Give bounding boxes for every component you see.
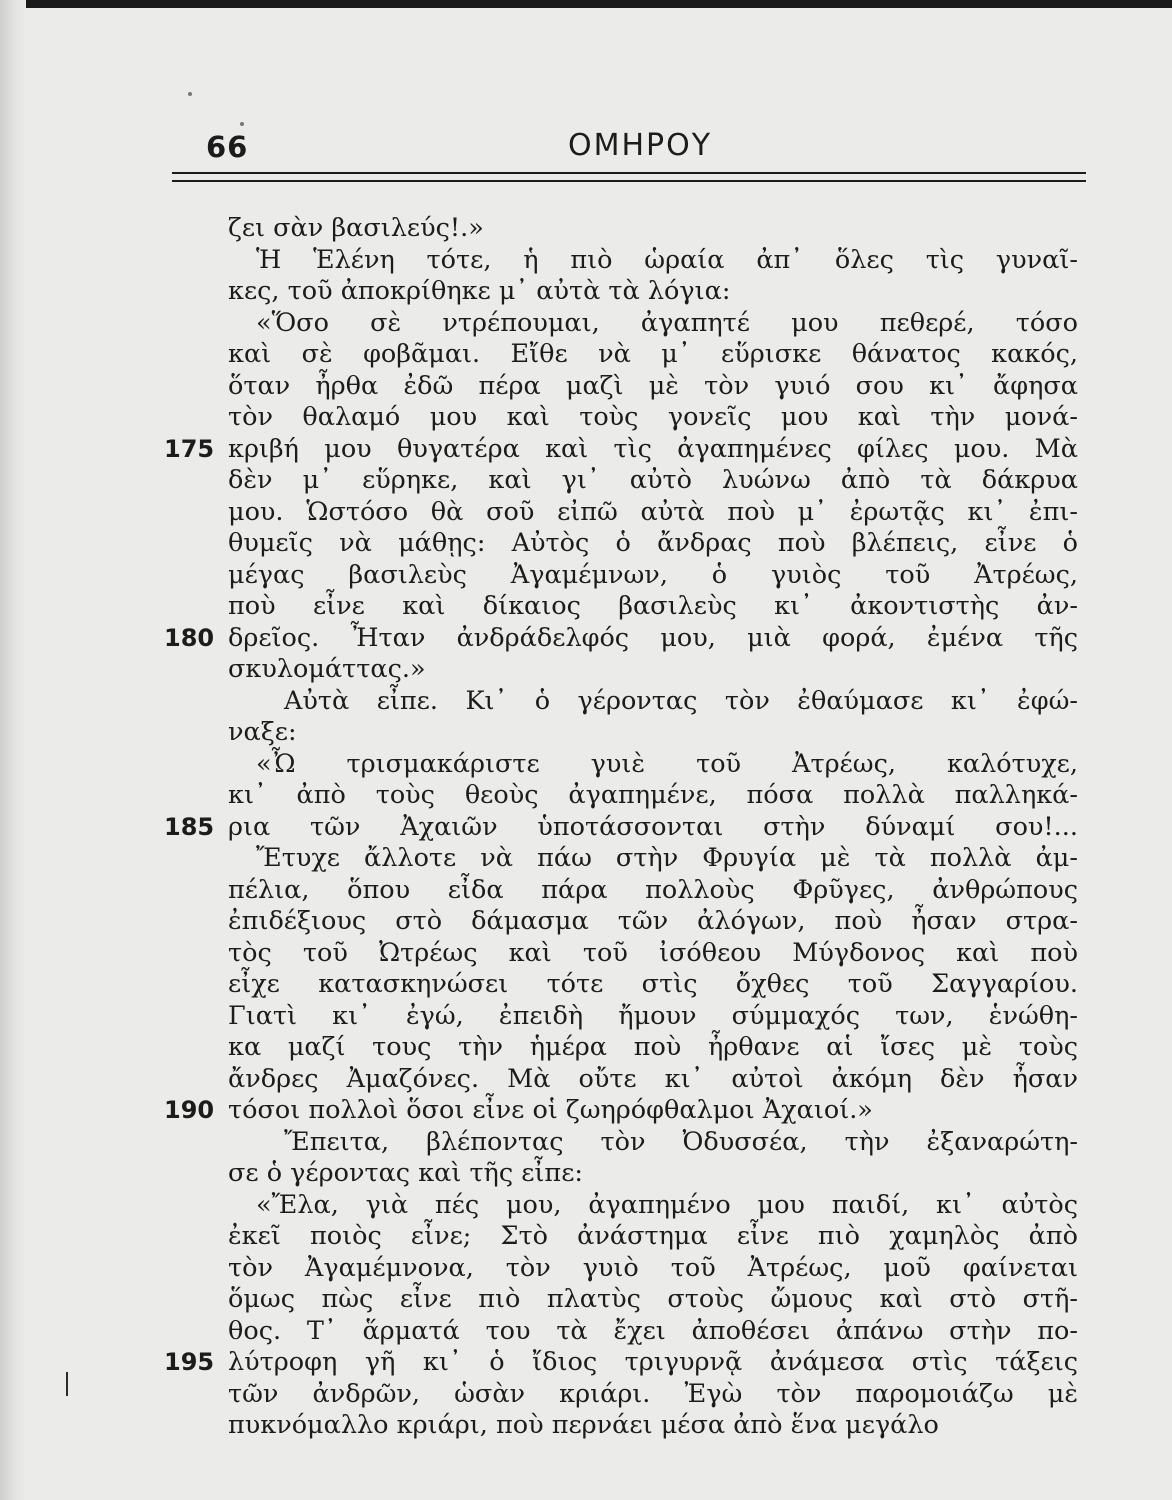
text-line-content: ἄνδρες Ἀμαζόνες. Μὰ οὔτε κι᾽ αὐτοὶ ἀκόμη δὲν ἦσαν bbox=[228, 1063, 1078, 1094]
text-line-content: ζει σὰν βασιλεύς!.» bbox=[228, 213, 484, 243]
text-line-content: ναξε: bbox=[228, 717, 297, 747]
text-line bbox=[228, 1001, 1078, 1033]
margin-pencil-mark bbox=[66, 1372, 68, 1396]
text-line bbox=[228, 717, 1078, 749]
text-line-content: δρεῖος. Ἦταν ἀνδράδελφός μου, μιὰ φορά, ἐμένα τῆς bbox=[228, 622, 1078, 653]
text-line bbox=[228, 1221, 1078, 1253]
verse-line-number: 195 bbox=[164, 1348, 215, 1376]
scan-speck bbox=[240, 122, 244, 126]
text-line bbox=[228, 497, 1078, 529]
text-line bbox=[228, 686, 1078, 718]
text-line-content: μέγας βασιλεὺς Ἀγαμέμνων, ὁ γυιὸς τοῦ Ἀτρέως, bbox=[228, 559, 1078, 590]
text-line bbox=[164, 1095, 1078, 1127]
text-line bbox=[228, 1410, 1078, 1442]
text-line bbox=[228, 465, 1078, 497]
text-line-content: «Ἔλα, γιὰ πές μου, ἀγαπημένο μου παιδί, κι᾽ αὐτὸς bbox=[256, 1189, 1078, 1220]
text-line bbox=[228, 969, 1078, 1001]
text-line bbox=[228, 213, 1078, 245]
text-line-content: ρια τῶν Ἀχαιῶν ὑποτάσσονται στὴν δύναμί σου!... bbox=[228, 811, 1078, 842]
text-line-content: τὸν θαλαμό μου καὶ τοὺς γονεῖς μου καὶ τὴν μονά- bbox=[228, 402, 1078, 432]
text-line bbox=[228, 591, 1078, 623]
verse-line-number: 190 bbox=[164, 1096, 215, 1124]
text-line-content: ἐπιδέξιους στὸ δάμασμα τῶν ἀλόγων, ποὺ ἦσαν στρα- bbox=[228, 906, 1078, 936]
page-header bbox=[196, 128, 1086, 170]
text-line-content: ἐκεῖ ποιὸς εἶνε; Στὸ ἀνάστημα εἶνε πιὸ χαμηλὸς ἀπὸ bbox=[228, 1221, 1078, 1251]
verse-line-number: 185 bbox=[164, 812, 215, 841]
text-line bbox=[228, 402, 1078, 434]
text-line-content: δὲν μ᾽ εὕρηκε, καὶ γι᾽ αὐτὸ λυώνω ἀπὸ τὰ δάκρυα bbox=[228, 465, 1078, 495]
text-line-content: Γιατὶ κι᾽ ἐγώ, ἐπειδὴ ἤμουν σύμμαχός των, ἑνώθη- bbox=[228, 1000, 1078, 1031]
text-line-content: Ἔπειτα, βλέποντας τὸν Ὀδυσσέα, τὴν ἐξαναρώτη- bbox=[284, 1126, 1078, 1157]
text-line-content: κι᾽ ἀπὸ τοὺς θεοὺς ἀγαπημένε, πόσα πολλὰ παλληκά- bbox=[228, 780, 1078, 810]
scan-speck bbox=[188, 92, 192, 96]
text-line-content: τὸς τοῦ Ὠτρέως καὶ τοῦ ἰσόθεου Μύγδονος καὶ ποὺ bbox=[228, 937, 1078, 968]
text-line bbox=[228, 1253, 1078, 1285]
text-line bbox=[228, 843, 1078, 875]
header-rule bbox=[172, 172, 1086, 182]
text-line bbox=[228, 654, 1078, 686]
text-line bbox=[228, 371, 1078, 403]
body-text bbox=[164, 213, 1078, 1442]
text-line bbox=[164, 622, 1078, 655]
text-line-content: πέλια, ὅπου εἶδα πάρα πολλοὺς Φρῦγες, ἀνθρώπους bbox=[228, 874, 1078, 905]
text-line-content: Αὐτὰ εἶπε. Κι᾽ ὁ γέροντας τὸν ἐθαύμασε κι᾽ ἐφώ- bbox=[284, 685, 1078, 716]
page-gutter-shadow bbox=[0, 0, 26, 1500]
text-line-content: ποὺ εἶνε καὶ δίκαιος βασιλεὺς κι᾽ ἀκοντιστὴς ἀν- bbox=[228, 591, 1078, 621]
text-line-content: τὸν Ἀγαμέμνονα, τὸν γυιὸ τοῦ Ἀτρέως, μοῦ φαίνεται bbox=[228, 1252, 1078, 1283]
text-line bbox=[228, 276, 1078, 308]
text-line bbox=[164, 1347, 1078, 1379]
text-line-content: κριβή μου θυγατέρα καὶ τὶς ἀγαπημένες φίλες μου. Μὰ bbox=[228, 433, 1078, 464]
text-line bbox=[164, 811, 1078, 844]
text-line bbox=[228, 1284, 1078, 1316]
text-line bbox=[228, 875, 1078, 907]
text-line bbox=[228, 1316, 1078, 1348]
scan-top-edge bbox=[0, 0, 1172, 8]
text-line bbox=[228, 1379, 1078, 1411]
verse-line-number: 180 bbox=[164, 623, 215, 652]
text-line-content: «Ὦ τρισμακάριστε γυιὲ τοῦ Ἀτρέως, καλότυχε, bbox=[256, 748, 1078, 779]
text-line bbox=[228, 308, 1078, 340]
text-line-content: θυμεῖς νὰ μάθῃς: Αὐτὸς ὁ ἄνδρας ποὺ βλέπεις, εἶνε ὁ bbox=[228, 528, 1078, 558]
text-line-content: ὅταν ἦρθα ἐδῶ πέρα μαζὶ μὲ τὸν γυιό σου κι᾽ ἄφησα bbox=[228, 370, 1078, 401]
text-line-content: πυκνόμαλλο κριάρι, ποὺ περνάει μέσα ἀπὸ ἕνα μεγάλο bbox=[228, 1410, 939, 1440]
text-line-content: εἶχε κατασκηνώσει τότε στὶς ὄχθες τοῦ Σαγγαρίου. bbox=[228, 969, 1078, 999]
text-line bbox=[228, 1064, 1078, 1096]
text-line bbox=[228, 1158, 1078, 1190]
text-line-content: Ἡ Ἑλένη τότε, ἡ πιὸ ὡραία ἀπ᾽ ὅλες τὶς γυναῖ- bbox=[256, 244, 1078, 275]
text-line bbox=[164, 433, 1078, 466]
text-line bbox=[228, 1032, 1078, 1064]
text-line-content: τόσοι πολλοὶ ὅσοι εἶνε οἱ ζωηρόφθαλμοι Ἀχαιοί.» bbox=[228, 1095, 873, 1125]
text-line bbox=[228, 780, 1078, 812]
text-line-content: τῶν ἀνδρῶν, ὡσὰν κριάρι. Ἐγὼ τὸν παρομοιάζω μὲ bbox=[228, 1378, 1078, 1409]
text-line-content: Ἔτυχε ἄλλοτε νὰ πάω στὴν Φρυγία μὲ τὰ πολλὰ ἀμ- bbox=[256, 843, 1078, 873]
text-line-content: κες, τοῦ ἀποκρίθηκε μ᾽ αὐτὰ τὰ λόγια: bbox=[228, 276, 731, 306]
text-line bbox=[228, 339, 1078, 371]
text-line bbox=[228, 560, 1078, 592]
text-line-content: καὶ σὲ φοβᾶμαι. Εἴθε νὰ μ᾽ εὕρισκε θάνατος κακός, bbox=[228, 339, 1078, 369]
text-line-content: κα μαζί τους τὴν ἡμέρα ποὺ ἦρθανε αἱ ἴσες μὲ τοὺς bbox=[228, 1032, 1078, 1062]
text-line-content: σε ὁ γέροντας καὶ τῆς εἶπε: bbox=[228, 1158, 583, 1188]
verse-line-number: 175 bbox=[164, 434, 215, 463]
text-line-content: λύτροφη γῆ κι᾽ ὁ ἴδιος τριγυρνᾷ ἀνάμεσα στὶς τάξεις bbox=[228, 1347, 1078, 1377]
text-line bbox=[228, 1127, 1078, 1159]
text-line bbox=[228, 528, 1078, 560]
text-line bbox=[228, 1190, 1078, 1222]
text-line-content: σκυλομάττας.» bbox=[228, 654, 426, 684]
text-line bbox=[228, 906, 1078, 938]
text-line bbox=[228, 749, 1078, 781]
page-number: 66 bbox=[206, 130, 249, 164]
text-line-content: ὅμως πὼς εἶνε πιὸ πλατὺς στοὺς ὤμους καὶ στὸ στῆ- bbox=[228, 1284, 1078, 1314]
text-line bbox=[228, 938, 1078, 970]
text-line-content: μου. Ὡστόσο θὰ σοῦ εἰπῶ αὐτὰ ποὺ μ᾽ ἐρωτᾷς κι᾽ ἐπι- bbox=[228, 496, 1078, 527]
text-line bbox=[228, 245, 1078, 277]
running-title: ΟΜΗΡΟΥ bbox=[568, 128, 713, 163]
text-line-content: «Ὅσο σὲ ντρέπουμαι, ἀγαπητέ μου πεθερέ, τόσο bbox=[256, 307, 1078, 338]
text-line-content: θος. Τ᾽ ἅρματά του τὰ ἔχει ἀποθέσει ἀπάνω στὴν πο- bbox=[228, 1315, 1078, 1346]
